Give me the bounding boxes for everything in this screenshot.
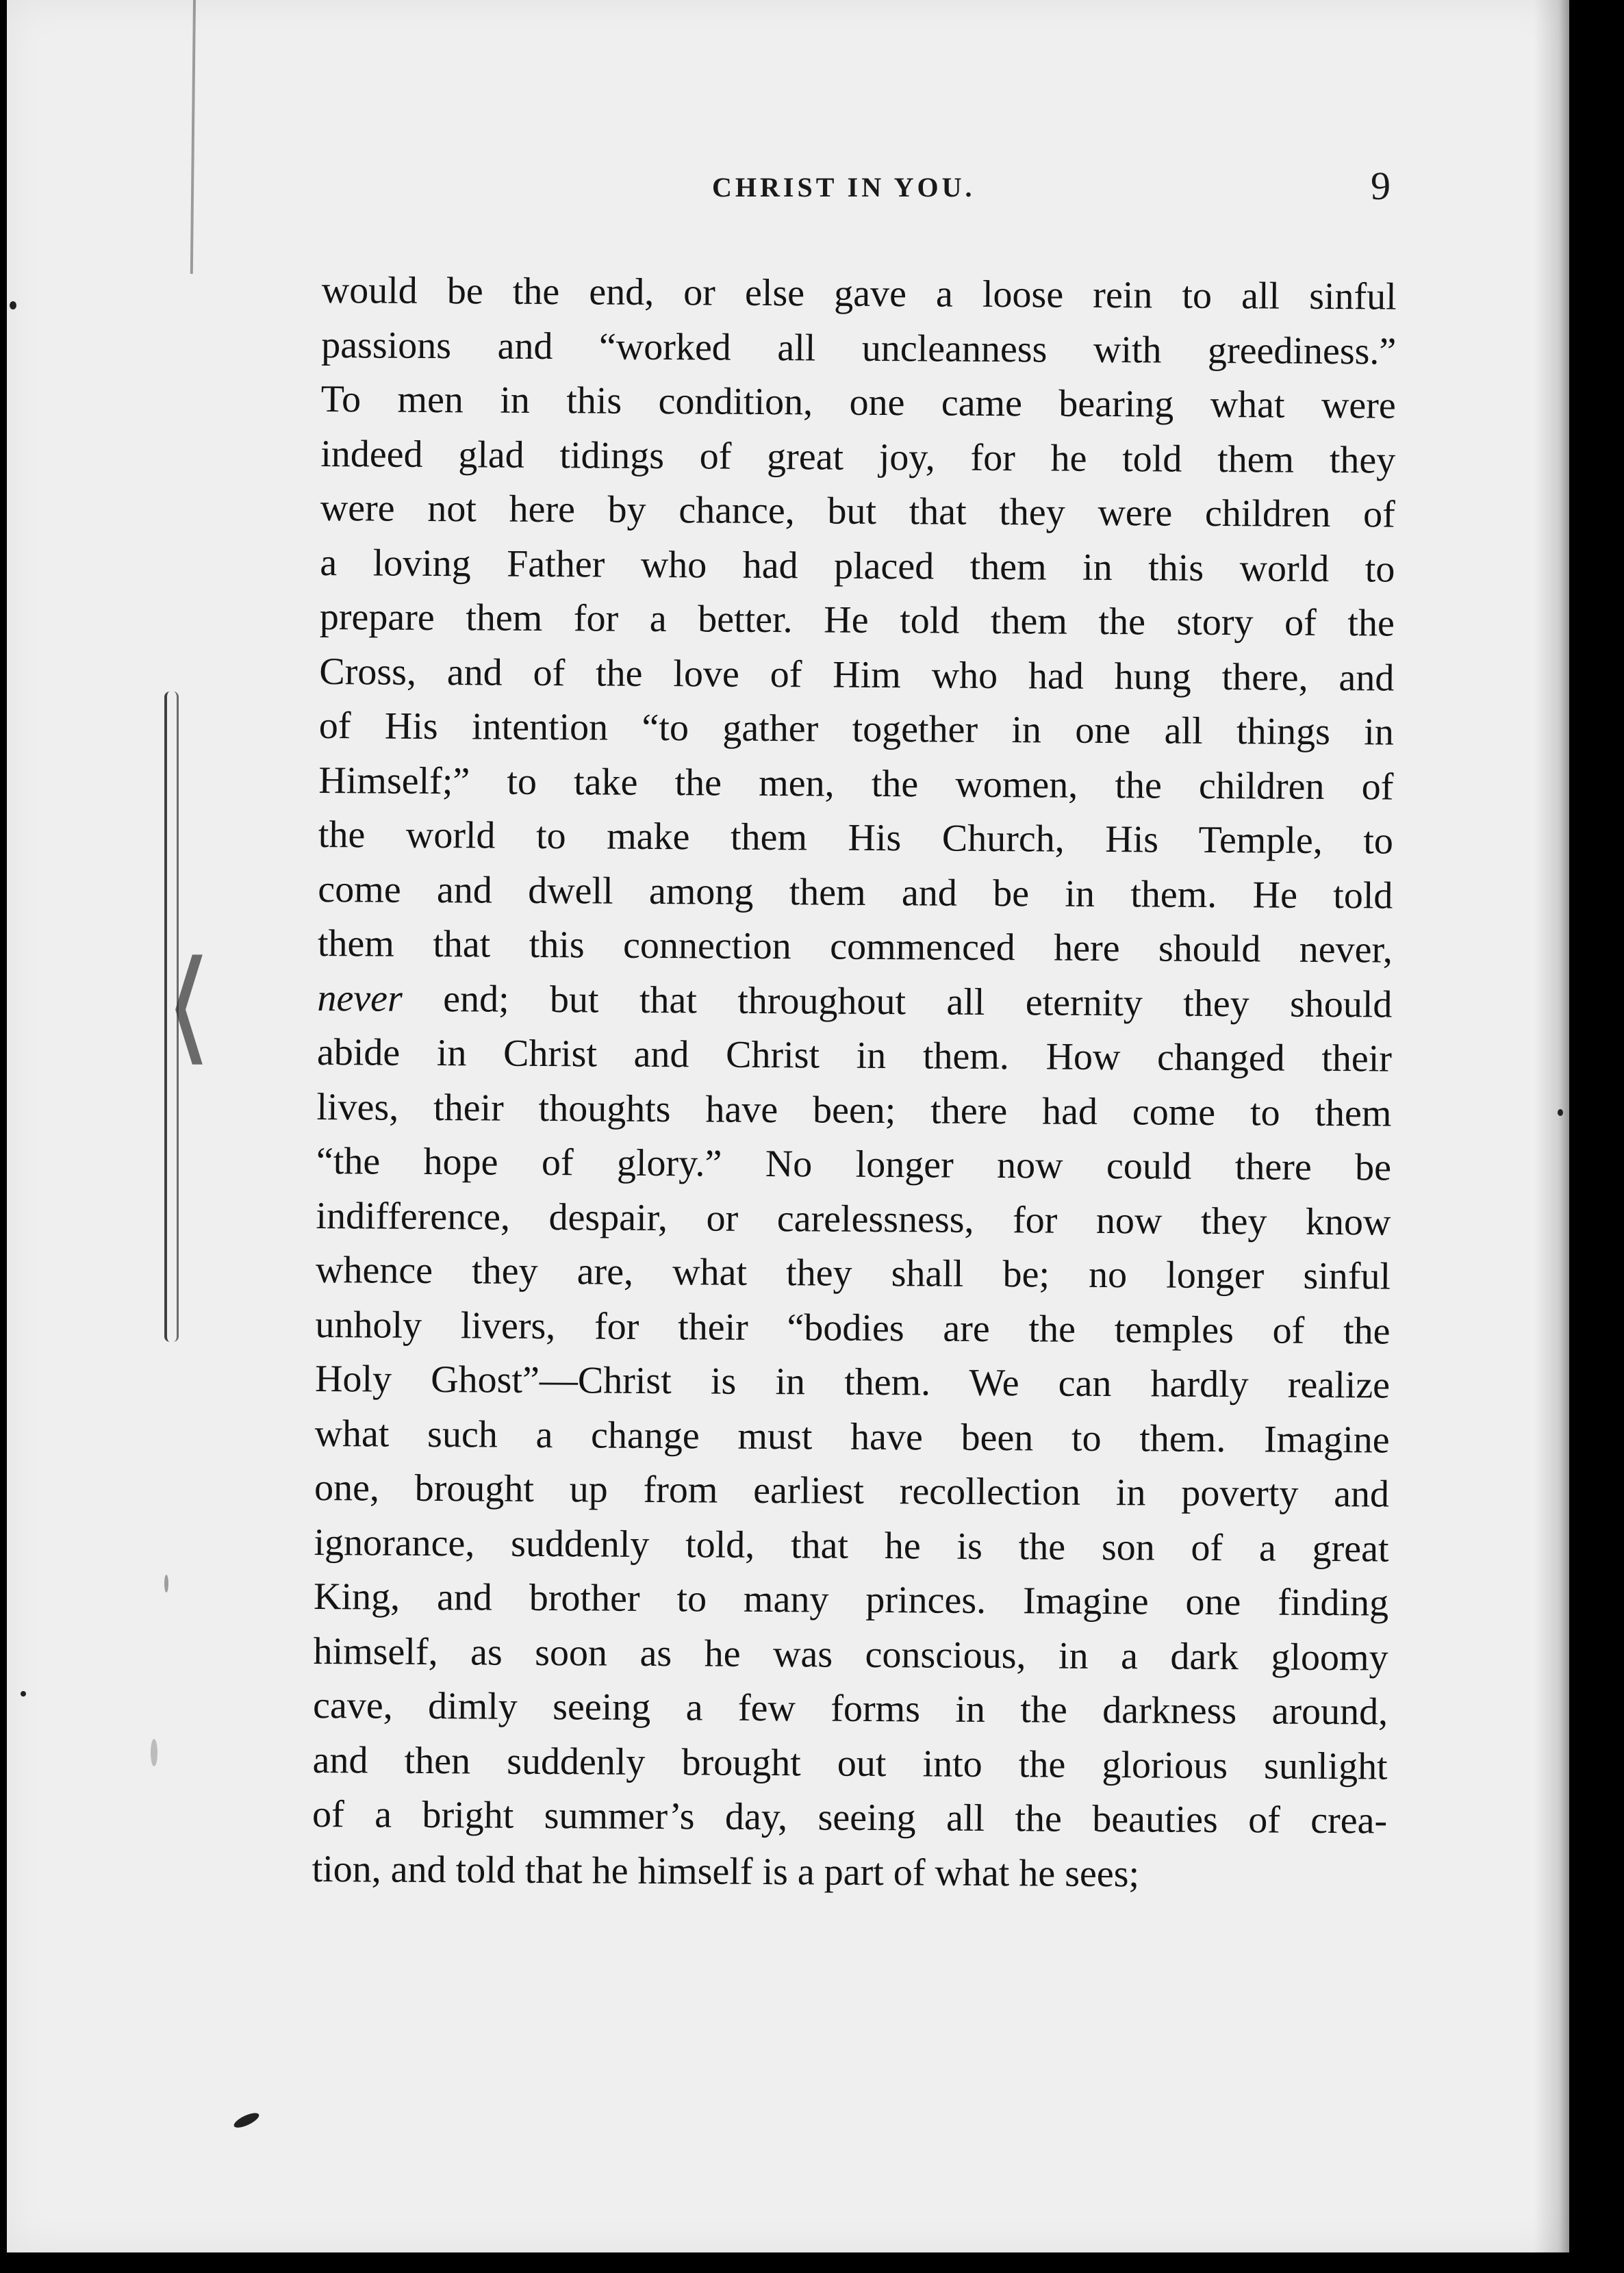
- text-line: whence they are, what they shall be; no longer sinful: [315, 1248, 1391, 1298]
- text-line: and then suddenly brought out into the glorious sunlight: [312, 1738, 1388, 1788]
- text-line: what such a change must have been to them. Imagine: [314, 1412, 1390, 1462]
- text-line: King, and brother to many princes. Imagine one finding: [313, 1575, 1389, 1625]
- text-line: a loving Father who had placed them in this world to: [320, 541, 1395, 591]
- text-line: come and dwell among them and be in them. He told: [318, 867, 1393, 917]
- ink-speck: [151, 1739, 157, 1766]
- text-line: indeed glad tidings of great joy, for he told them they: [320, 432, 1396, 482]
- text-line: would be the end, or else gave a loose rein to all sinful: [321, 268, 1397, 318]
- text-line-rest: end; but that throughout all eternity they should: [402, 977, 1393, 1026]
- text-line: Cross, and of the love of Him who had hung there, and: [319, 650, 1395, 700]
- ink-speck: [10, 301, 16, 309]
- page-edge-shadow: [1534, 0, 1569, 2252]
- text-line: abide in Christ and Christ in them. How changed their: [316, 1030, 1393, 1080]
- text-line: one, brought up from earliest recollection in poverty and: [314, 1466, 1390, 1516]
- ink-speck: [164, 1575, 168, 1592]
- text-line: To men in this condition, one came bearing what were: [320, 377, 1396, 427]
- text-line: passions and “worked all uncleanness with greediness.”: [321, 323, 1397, 373]
- ink-speck: [1558, 1109, 1563, 1116]
- text-line: cave, dimly seeing a few forms in the darkness around,: [312, 1684, 1388, 1734]
- text-line: unholy livers, for their “bodies are the temples of the: [315, 1303, 1391, 1353]
- text-line: were not here by chance, but that they were children of: [320, 486, 1395, 536]
- binding-knot-icon: ⟨: [164, 935, 213, 1078]
- text-line: Holy Ghost”—Christ is in them. We can hardly realize: [314, 1357, 1391, 1407]
- text-line: of a bright summer’s day, seeing all the beauties of crea-: [312, 1792, 1388, 1842]
- text-line: them that this connection commenced here should never,: [317, 922, 1393, 972]
- ink-speck: [21, 1691, 26, 1697]
- text-line: prepare them for a better. He told them the story of the: [319, 595, 1395, 645]
- text-line: tion, and told that he himself is a part of what he sees;: [312, 1847, 1140, 1895]
- page-number: 9: [1371, 164, 1391, 208]
- text-line: himself, as soon as he was conscious, in a dark gloomy: [313, 1629, 1388, 1679]
- body-text: [312, 264, 1397, 1903]
- text-line: Himself;” to take the men, the women, the children of: [318, 759, 1394, 809]
- text-line: ignorance, suddenly told, that he is the son of a great: [314, 1521, 1389, 1571]
- text-line: the world to make them His Church, His Temple, to: [318, 813, 1394, 863]
- italic-word: never: [317, 976, 403, 1020]
- text-line-with-italic: [317, 971, 1392, 1032]
- text-line: lives, their thoughts have been; there had come to them: [316, 1085, 1392, 1135]
- text-line: indifference, despair, or carelessness, for now they know: [316, 1194, 1391, 1244]
- text-line: “the hope of glory.” No longer now could there be: [316, 1139, 1392, 1189]
- running-title: CHRIST IN YOU.: [712, 172, 976, 203]
- text-line: of His intention “to gather together in one all things in: [318, 704, 1395, 754]
